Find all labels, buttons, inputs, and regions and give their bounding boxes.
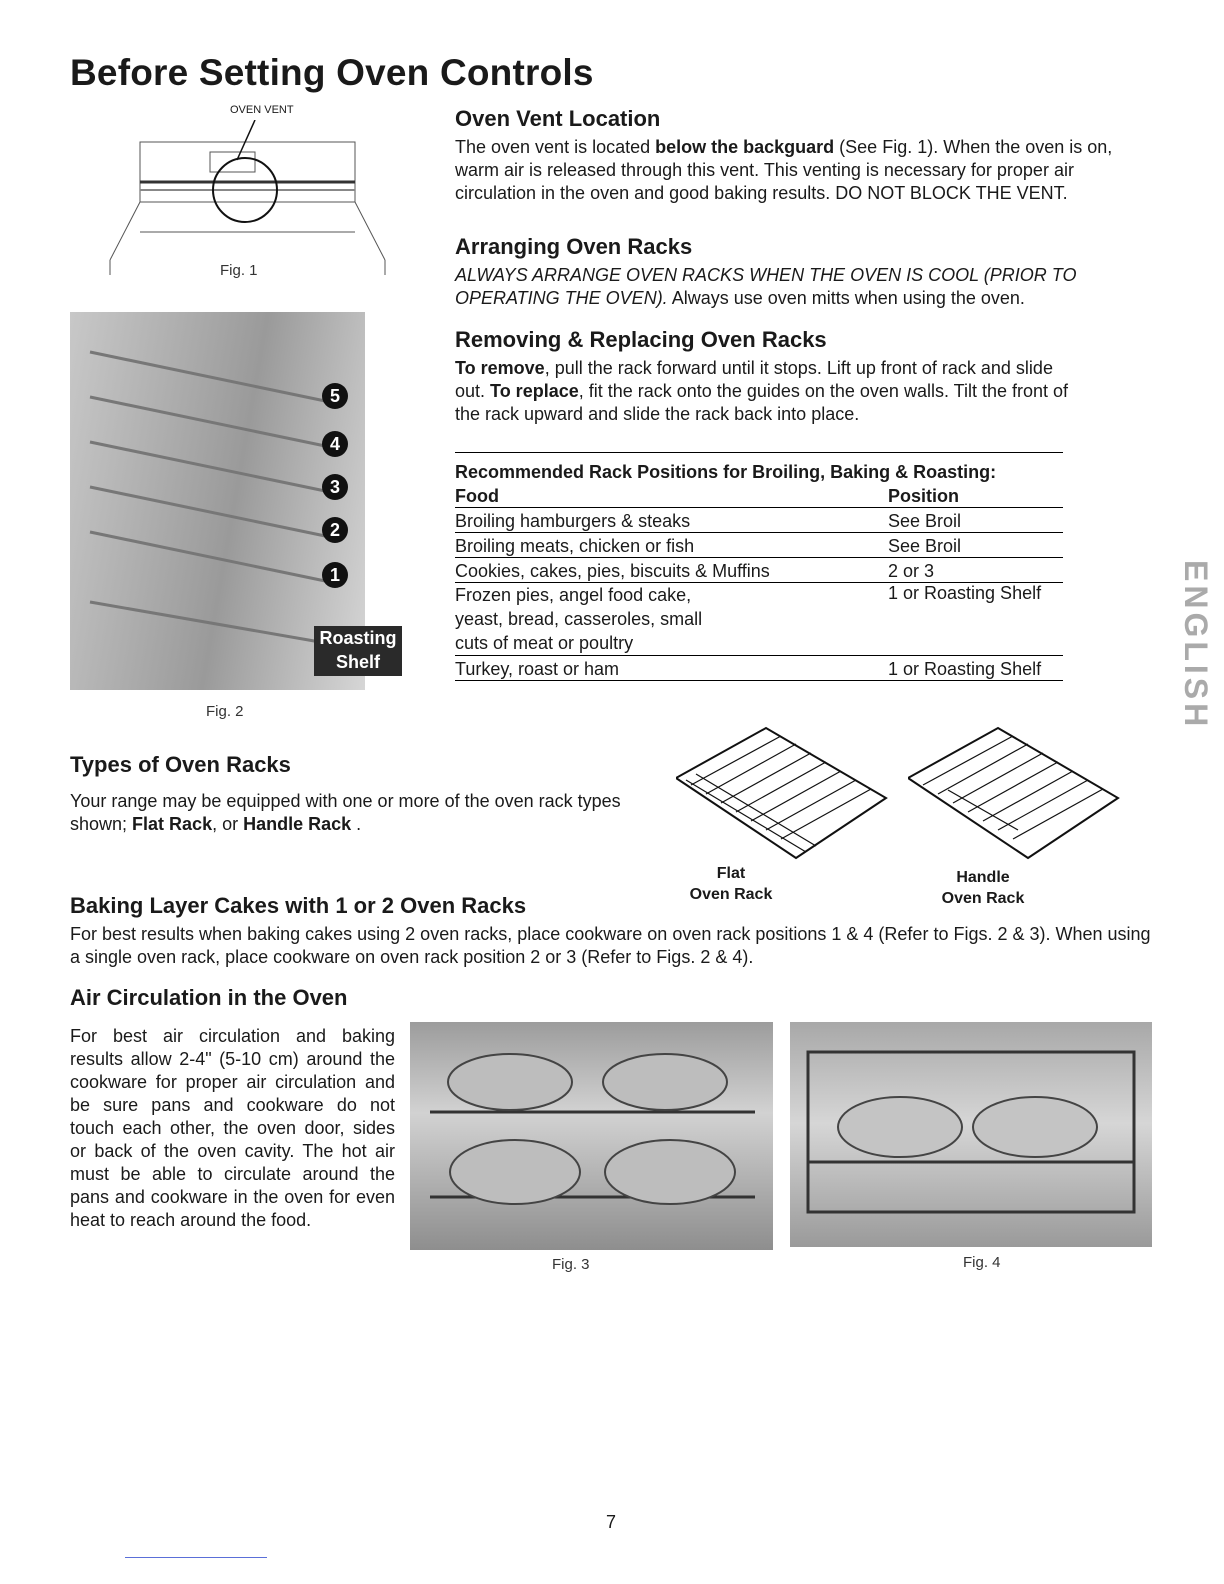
- fig1-caption: Fig. 1: [220, 262, 258, 279]
- flat-rack-caption: Flat Oven Rack: [689, 865, 773, 903]
- table-title: Recommended Rack Positions for Broiling, Baking & Roasting:: [455, 462, 997, 482]
- fig4-caption: Fig. 4: [963, 1254, 1001, 1271]
- layer-cakes-heading: Baking Layer Cakes with 1 or 2 Oven Racks: [70, 893, 527, 918]
- oven-vent-diagram: [105, 120, 395, 280]
- types-heading: Types of Oven Racks: [70, 752, 291, 777]
- fig2-caption: Fig. 2: [206, 703, 244, 720]
- fig3-caption: Fig. 3: [552, 1256, 590, 1273]
- table-row: Broiling hamburgers & steaks See Broil: [455, 508, 1063, 533]
- arranging-heading: Arranging Oven Racks: [455, 234, 693, 259]
- flat-rack-illustration: [676, 718, 916, 878]
- table-row: Broiling meats, chicken or fish See Broil: [455, 533, 1063, 558]
- roasting-shelf-label: Roasting Shelf: [314, 626, 402, 676]
- fig4-image: [790, 1022, 1152, 1247]
- col-food: Food: [455, 486, 499, 506]
- fig1-label: OVEN VENT: [230, 104, 294, 116]
- section-removing: [455, 327, 1075, 426]
- rack-position-2: 2: [322, 517, 348, 543]
- handle-rack-caption: Handle Oven Rack: [941, 869, 1025, 907]
- rack-position-3: 3: [322, 474, 348, 500]
- rack-position-4: 4: [322, 431, 348, 457]
- oven-vent-heading: Oven Vent Location: [455, 106, 661, 131]
- rack-positions-table: [455, 452, 1063, 681]
- rack-position-1: 1: [322, 562, 348, 588]
- rack-position-5: 5: [322, 383, 348, 409]
- removing-heading: Removing & Replacing Oven Racks: [455, 327, 827, 352]
- layer-cakes-text: For best results when baking cakes using 2 oven racks, place cookware on oven rack positions 1 & 4 (Refer to Figs. 2 & 3). When using a single oven rack, place cookware on oven rack position 2 or 3 (Refer to Figs. 2 & 4).: [70, 924, 1151, 967]
- table-row: Cookies, cakes, pies, biscuits & Muffins 2 or 3: [455, 558, 1063, 583]
- arranging-text: ALWAYS ARRANGE OVEN RACKS WHEN THE OVEN IS COOL (PRIOR TO OPERATING THE OVEN). Always use oven mitts when using the oven.: [455, 265, 1077, 308]
- rack-table: [455, 483, 1063, 681]
- footer-rule: [125, 1557, 267, 1558]
- fig1: [105, 100, 395, 290]
- handle-rack-illustration: [908, 718, 1148, 878]
- col-position: Position: [888, 486, 959, 506]
- section-air: [70, 985, 395, 1232]
- table-row: Frozen pies, angel food cake, yeast, bread, casseroles, small cuts of meat or poultry 1 or Roasting Shelf: [455, 583, 1063, 656]
- removing-text: To remove, pull the rack forward until it stops. Lift up front of rack and slide out. To replace, fit the rack onto the guides on the oven walls. Tilt the front of the rack upward and slide the rack back into place.: [455, 358, 1069, 424]
- side-language-tab: ENGLISH: [1178, 560, 1214, 731]
- page-title: Before Setting Oven Controls: [70, 52, 594, 93]
- types-text: Your range may be equipped with one or more of the oven rack types shown; Flat Rack, or Handle Rack .: [70, 791, 621, 834]
- oven-vent-text: The oven vent is located below the backguard (See Fig. 1). When the oven is on, warm air is released through this vent. This venting is necessary for proper air circulation in the oven and good baking results. DO NOT BLOCK THE VENT.: [455, 137, 1113, 203]
- air-heading: Air Circulation in the Oven: [70, 985, 348, 1010]
- section-types: [70, 752, 640, 836]
- table-row: Turkey, roast or ham 1 or Roasting Shelf: [455, 656, 1063, 681]
- fig3-image: [410, 1022, 773, 1250]
- page-number: 7: [606, 1512, 617, 1532]
- section-oven-vent: [455, 106, 1155, 205]
- section-arranging: [455, 234, 1155, 310]
- section-layer-cakes: [70, 893, 1160, 969]
- air-text: For best air circulation and baking results allow 2-4" (5-10 cm) around the cookware for proper air circulation and be sure pans and cookware do not touch each other, the oven door, sides or back of the oven cavity. The hot air must be able to circulate around the pans and cookware in the oven for even heat to reach around the food.: [70, 1026, 395, 1230]
